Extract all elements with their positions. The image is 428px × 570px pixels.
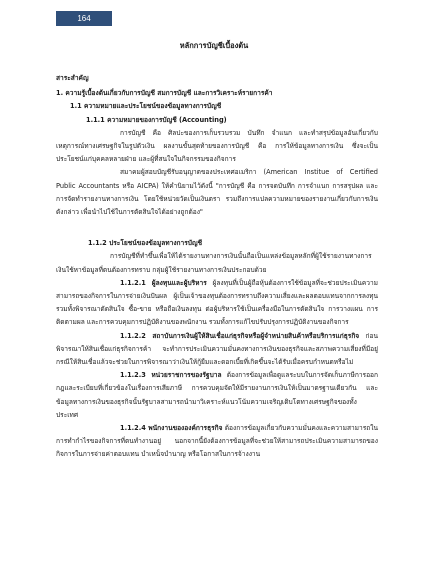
paragraph-accounting-benefits: การบัญชีที่ทำขึ้นเพื่อให้ได้รายงานทางการเงินนั้นถือเป็นแหล่งข้อมูลหลักที่ผู้ใช้รายงานทางการเงินใช้หาข้อมูลที่ตนต้องการทราบ กลุ่มผู้ใช้รายงานทางการเงินประกอบด้วย [56,252,372,274]
list-item [56,330,378,370]
item-label: 1.1.2.2 สถาบันการเงินผู้ให้สินเชื่อแก่ธุรกิจหรือผู้จำหน่ายสินค้าหรือบริการแก่ธุรกิจ [120,331,360,340]
paragraph-aicpa-definition: สมาคมผู้สอบบัญชีรับอนุญาตของประเทศอเมริกา (American Institue of Certified Public Accountants หรือ AICPA) ให้คำนิยามไว้ดังนี้ "การบัญชี คือ การจดบันทึก การจำแนก การสรุปผล และการจัดทำรายงานทางการเงิน โดยใช้หน่วยวัดเป็นเงินตรา รวมถึงการแปลความหมายของรายงานเกี่ยวกับการเงินดังกล่าว เพื่อนำไปใช้ในการตัดสินใจได้อย่างถูกต้อง" [56,168,378,217]
essence-heading: สาระสำคัญ [56,74,89,82]
item-label: 1.1.2.1 ผู้ลงทุนและผู้บริหาร [120,278,207,287]
item-label: 1.1.2.3 หน่วยราชการของรัฐบาล [120,371,222,380]
section-heading-1-1-2: 1.1.2 ประโยชน์ของข้อมูลทางการบัญชี [88,239,203,248]
document-body [56,72,378,462]
item-text: ก่อนพิจารณาให้สินเชื่อแก่ธุรกิจการค้า จะทำการประเมินความมั่นคงทางการเงินของธุรกิจและสภาพความเสี่ยงที่มีอยู่ กรณีให้สินเชื่อแล้วจะช่วยในการพิจารณาว่าเงินให้กู้ยืมและดอกเบี้ยที่เกิดขึ้นจะได้รับเมื่อครบกำหนดหรือไม่ [56,331,378,367]
page-number-badge: 164 [56,11,112,26]
item-label: 1.1.2.4 พนักงานขององค์การธุรกิจ [120,424,223,433]
section-heading-1: 1. ความรู้เบื้องต้นเกี่ยวกับการบัญชี สมการบัญชี และการวิเคราะห์รายการค้า [56,89,273,98]
list-item [56,277,378,330]
item-text: ผู้ลงทุนที่เป็นผู้ถือหุ้นต้องการใช้ข้อมูลที่จะช่วยประเมินความสามารถของกิจการในการจ่ายเงินปันผล ผู้เป็นเจ้าของทุนต้องการทราบถึงความเสี่ยงและผลตอบแทนจากการลงทุน รวมทั้งพิจารณาตัดสินใจ ซื้อ-ขาย หรือถือเงินลงทุน ต่อผู้บริหารใช้เป็นเครื่องมือในการตัดสินใจ การวางแผน การติดตามผล และการควบคุมการปฏิบัติงานของพนักงาน รวมทั้งการแก้ไขปรับปรุงการปฏิบัติงานของกิจการ [56,278,378,327]
paragraph-accounting-definition: การบัญชี คือ ศิลปะของการเก็บรวบรวม บันทึก จำแนก และทำสรุปข้อมูลอันเกี่ยวกับเหตุการณ์ทางเศรษฐกิจในรูปตัวเงิน ผลงานขั้นสุดท้ายของการบัญชี คือ การให้ข้อมูลทางการเงิน ซึ่งจะเป็นประโยชน์แก่บุคคลหลายฝ่าย และผู้ที่สนใจในกิจกรรมของกิจการ [56,128,378,164]
list-item [56,422,378,462]
page-title: หลักการบัญชีเบื้องต้น [179,41,249,50]
item-text: ต้องการข้อมูลเกี่ยวกับความมั่นคงและความสามารถในการทำกำไรของกิจการที่ตนทำงานอยู่ นอกจากนี้ยังต้องการข้อมูลที่จะช่วยให้สามารถประเมินความสามารถของกิจการในการจ่ายค่าตอบแทน บำเหน็จบำนาญ หรือโอกาสในการจ้างงาน [56,424,378,459]
section-heading-1-1-1: 1.1.1 ความหมายของการบัญชี (Accounting) [86,115,227,124]
list-item [56,369,378,422]
item-text: ต้องการข้อมูลเพื่อดูแลระบบในการจัดเก็บภาษีการออกกฎและระเบียบที่เกี่ยวข้องในเรื่องการเสียภาษี การควบคุมจัดให้มีรายงานการเงินให้เป็นมาตรฐานเดียวกัน และข้อมูลทางการเงินของธุรกิจนั้นรัฐบาลสามารถนำมาวิเคราะห์แนวโน้มความเจริญเติบโตทางเศรษฐกิจของทั้งประเทศ [56,371,378,419]
section-heading-1-1: 1.1 ความหมายและประโยชน์ของข้อมูลทางการบัญชี [70,102,222,111]
